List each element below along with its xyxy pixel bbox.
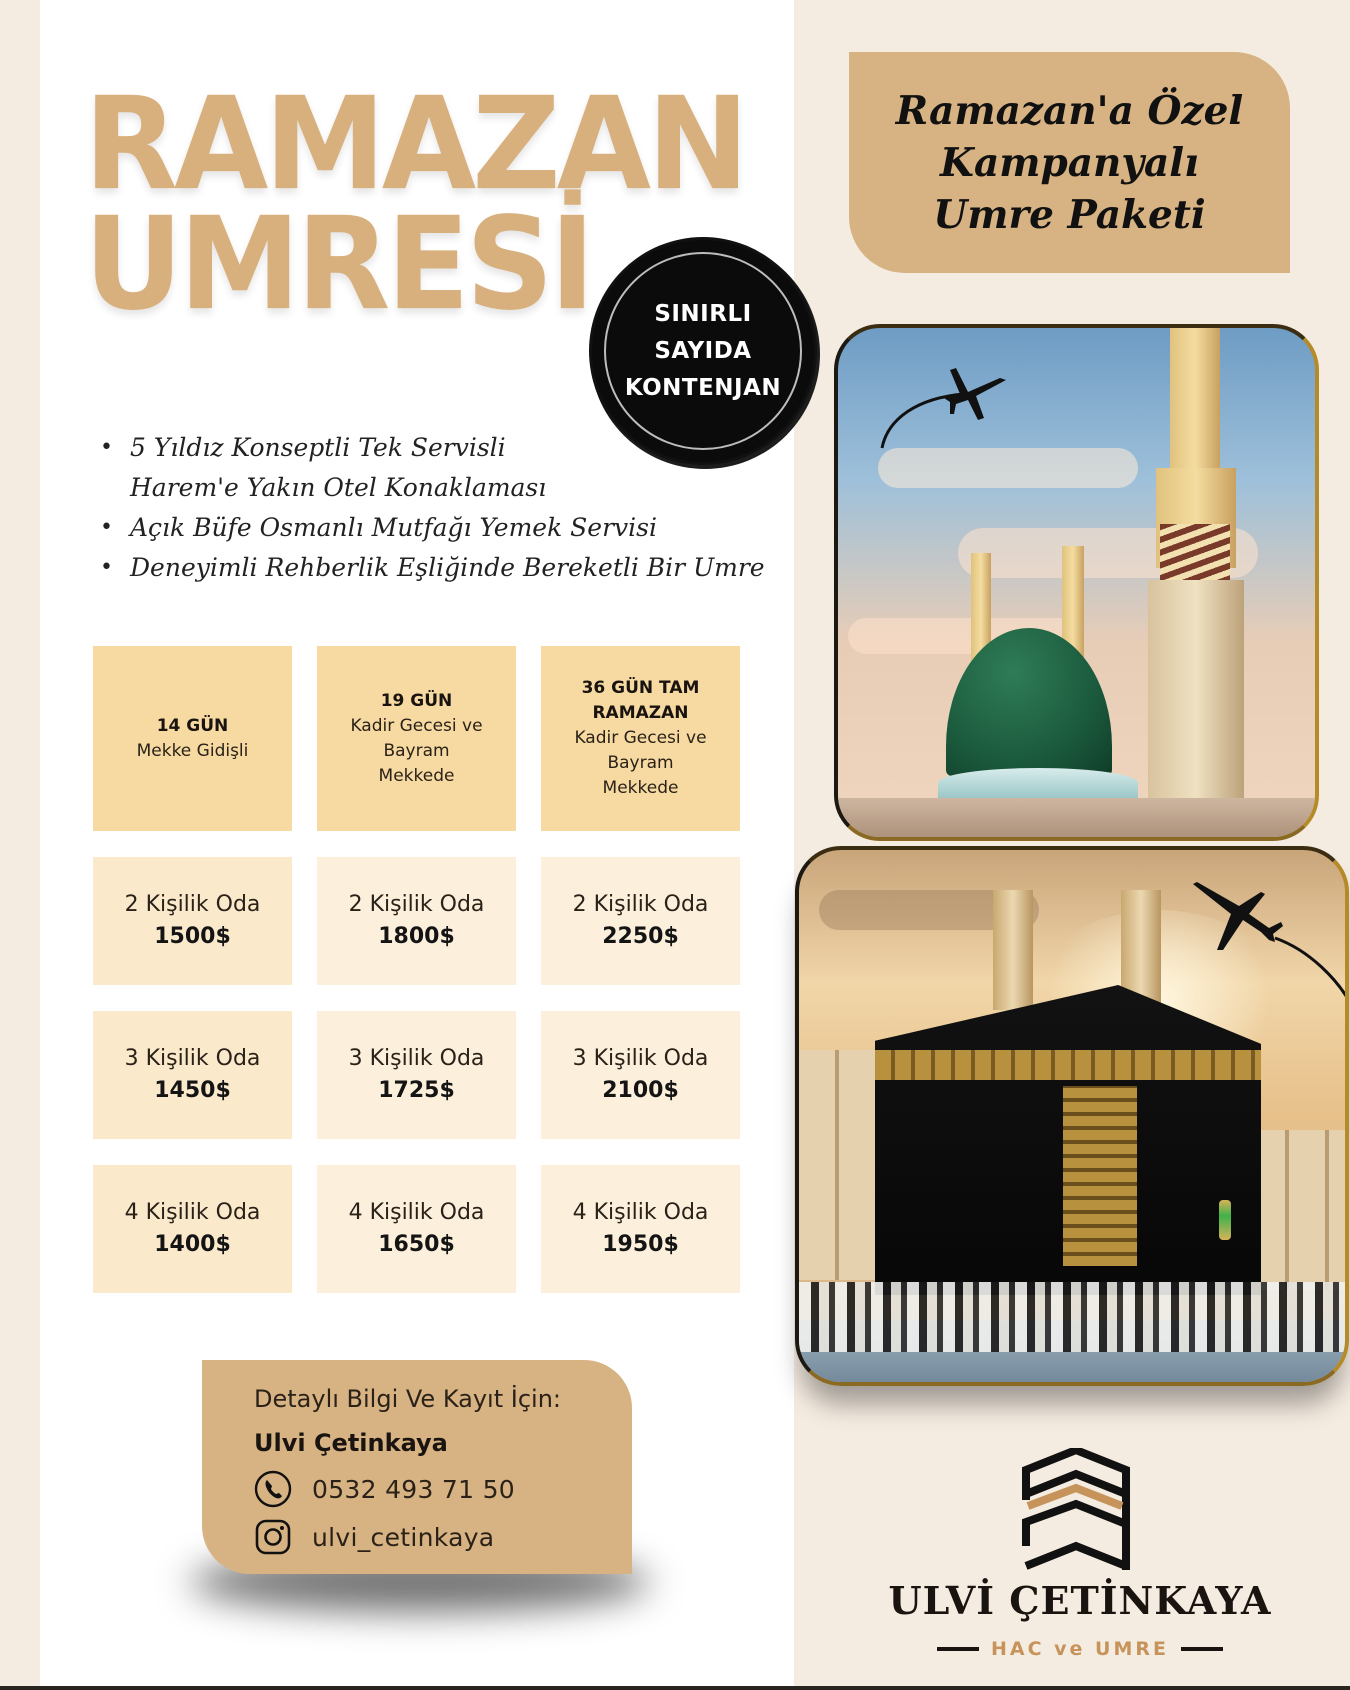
bullet-icon: • xyxy=(100,555,113,580)
kaaba-door xyxy=(1063,1086,1137,1266)
contact-title: Detaylı Bilgi Ve Kayıt İçin: xyxy=(254,1385,561,1413)
package-desc: Mekke Gidişli xyxy=(136,740,249,761)
tagline-text: HAC ve UMRE xyxy=(991,1638,1169,1660)
price-card xyxy=(541,1165,740,1293)
bullet-icon: • xyxy=(100,515,113,540)
price-amount: 1400$ xyxy=(154,1232,231,1257)
package-header-36-days xyxy=(541,646,740,831)
room-type: 4 Kişilik Oda xyxy=(348,1200,485,1225)
mosque-wall xyxy=(838,798,1319,841)
kiswa-band xyxy=(875,1050,1261,1080)
package-desc: Kadir Gecesi ve xyxy=(574,728,707,748)
headline-line-2: UMRESİ xyxy=(84,189,592,339)
package-header-19-days xyxy=(317,646,516,831)
price-card xyxy=(93,857,292,985)
price-amount: 1650$ xyxy=(378,1232,455,1257)
price-amount: 1725$ xyxy=(378,1078,455,1103)
badge-text xyxy=(625,296,781,407)
mosque-photo xyxy=(834,324,1319,841)
package-title: 19 GÜN xyxy=(380,690,453,711)
feature-text: 5 Yıldız Konseptli Tek Servisli xyxy=(130,433,506,462)
promo-box xyxy=(849,52,1290,273)
package-header-14-days xyxy=(93,646,292,831)
room-type: 2 Kişilik Oda xyxy=(124,892,261,917)
contact-instagram-row[interactable] xyxy=(254,1518,632,1556)
badge-line: KONTENJAN xyxy=(624,374,782,401)
phone-number[interactable]: 0532 493 71 50 xyxy=(312,1474,516,1504)
price-card xyxy=(317,1165,516,1293)
badge-line: SAYIDA xyxy=(654,337,752,364)
price-card xyxy=(317,1011,516,1139)
minaret xyxy=(1170,328,1220,468)
package-desc: Mekkede xyxy=(602,778,679,798)
package-desc: Kadir Gecesi ve xyxy=(350,715,483,736)
promo-line: Kampanyalı xyxy=(940,139,1199,186)
phone-icon xyxy=(254,1470,292,1508)
airplane-icon xyxy=(878,348,1008,458)
contact-box xyxy=(202,1360,632,1574)
kaaba-photo xyxy=(795,846,1349,1386)
promo-line: Umre Paketi xyxy=(933,191,1206,238)
divider xyxy=(1181,1647,1223,1651)
brand-tagline xyxy=(880,1638,1280,1660)
price-card xyxy=(317,857,516,985)
contact-phone-row[interactable] xyxy=(254,1470,632,1508)
price-card xyxy=(93,1165,292,1293)
airplane-icon xyxy=(1189,880,1349,1020)
room-type: 3 Kişilik Oda xyxy=(572,1046,709,1071)
room-type: 4 Kişilik Oda xyxy=(572,1200,709,1225)
package-title: RAMAZAN xyxy=(592,703,689,723)
room-type: 2 Kişilik Oda xyxy=(572,892,709,917)
small-domes xyxy=(938,768,1138,798)
feature-text: Harem'e Yakın Otel Konaklaması xyxy=(130,473,547,502)
price-amount: 1450$ xyxy=(154,1078,231,1103)
minaret xyxy=(993,890,1033,1010)
feature-item xyxy=(100,548,765,588)
feature-text: Açık Büfe Osmanlı Mutfağı Yemek Servisi xyxy=(130,513,657,542)
price-amount: 1800$ xyxy=(378,924,455,949)
price-amount: 2250$ xyxy=(602,924,679,949)
room-type: 2 Kişilik Oda xyxy=(348,892,485,917)
package-desc: Bayram xyxy=(383,740,450,761)
headline-line-1: RAMAZAN xyxy=(84,69,746,219)
arcade-right xyxy=(1249,1130,1349,1290)
left-margin-strip xyxy=(0,0,40,1690)
instagram-handle[interactable]: ulvi_cetinkaya xyxy=(312,1522,495,1552)
feature-item xyxy=(100,508,765,548)
bullet-icon: • xyxy=(100,435,113,460)
brand-logo-icon xyxy=(1018,1448,1134,1574)
minaret-pattern xyxy=(1160,524,1230,580)
package-title: 14 GÜN xyxy=(156,715,229,736)
price-card xyxy=(93,1011,292,1139)
features-list xyxy=(100,428,765,588)
price-card xyxy=(541,857,740,985)
badge-line: SINIRLI xyxy=(654,300,752,327)
feature-item xyxy=(100,428,765,508)
room-type: 3 Kişilik Oda xyxy=(124,1046,261,1071)
contact-name: Ulvi Çetinkaya xyxy=(254,1429,448,1457)
price-card xyxy=(541,1011,740,1139)
lamp xyxy=(1219,1200,1231,1240)
divider xyxy=(937,1647,979,1651)
brand-name: ULVİ ÇETİNKAYA xyxy=(888,1578,1272,1623)
price-amount: 1500$ xyxy=(154,924,231,949)
bottom-edge xyxy=(0,1686,1350,1690)
room-type: 3 Kişilik Oda xyxy=(348,1046,485,1071)
promo-line: Ramazan'a Özel xyxy=(895,87,1244,134)
package-desc: Bayram xyxy=(607,753,674,773)
instagram-icon xyxy=(254,1518,292,1556)
package-desc: Mekkede xyxy=(378,765,455,786)
price-amount: 2100$ xyxy=(602,1078,679,1103)
feature-text: Deneyimli Rehberlik Eşliğinde Bereketli Bir Umre xyxy=(130,553,765,582)
promo-text xyxy=(896,85,1243,241)
package-title: 36 GÜN TAM xyxy=(581,678,700,698)
room-type: 4 Kişilik Oda xyxy=(124,1200,261,1225)
price-amount: 1950$ xyxy=(602,1232,679,1257)
pilgrims-crowd xyxy=(799,1282,1349,1352)
